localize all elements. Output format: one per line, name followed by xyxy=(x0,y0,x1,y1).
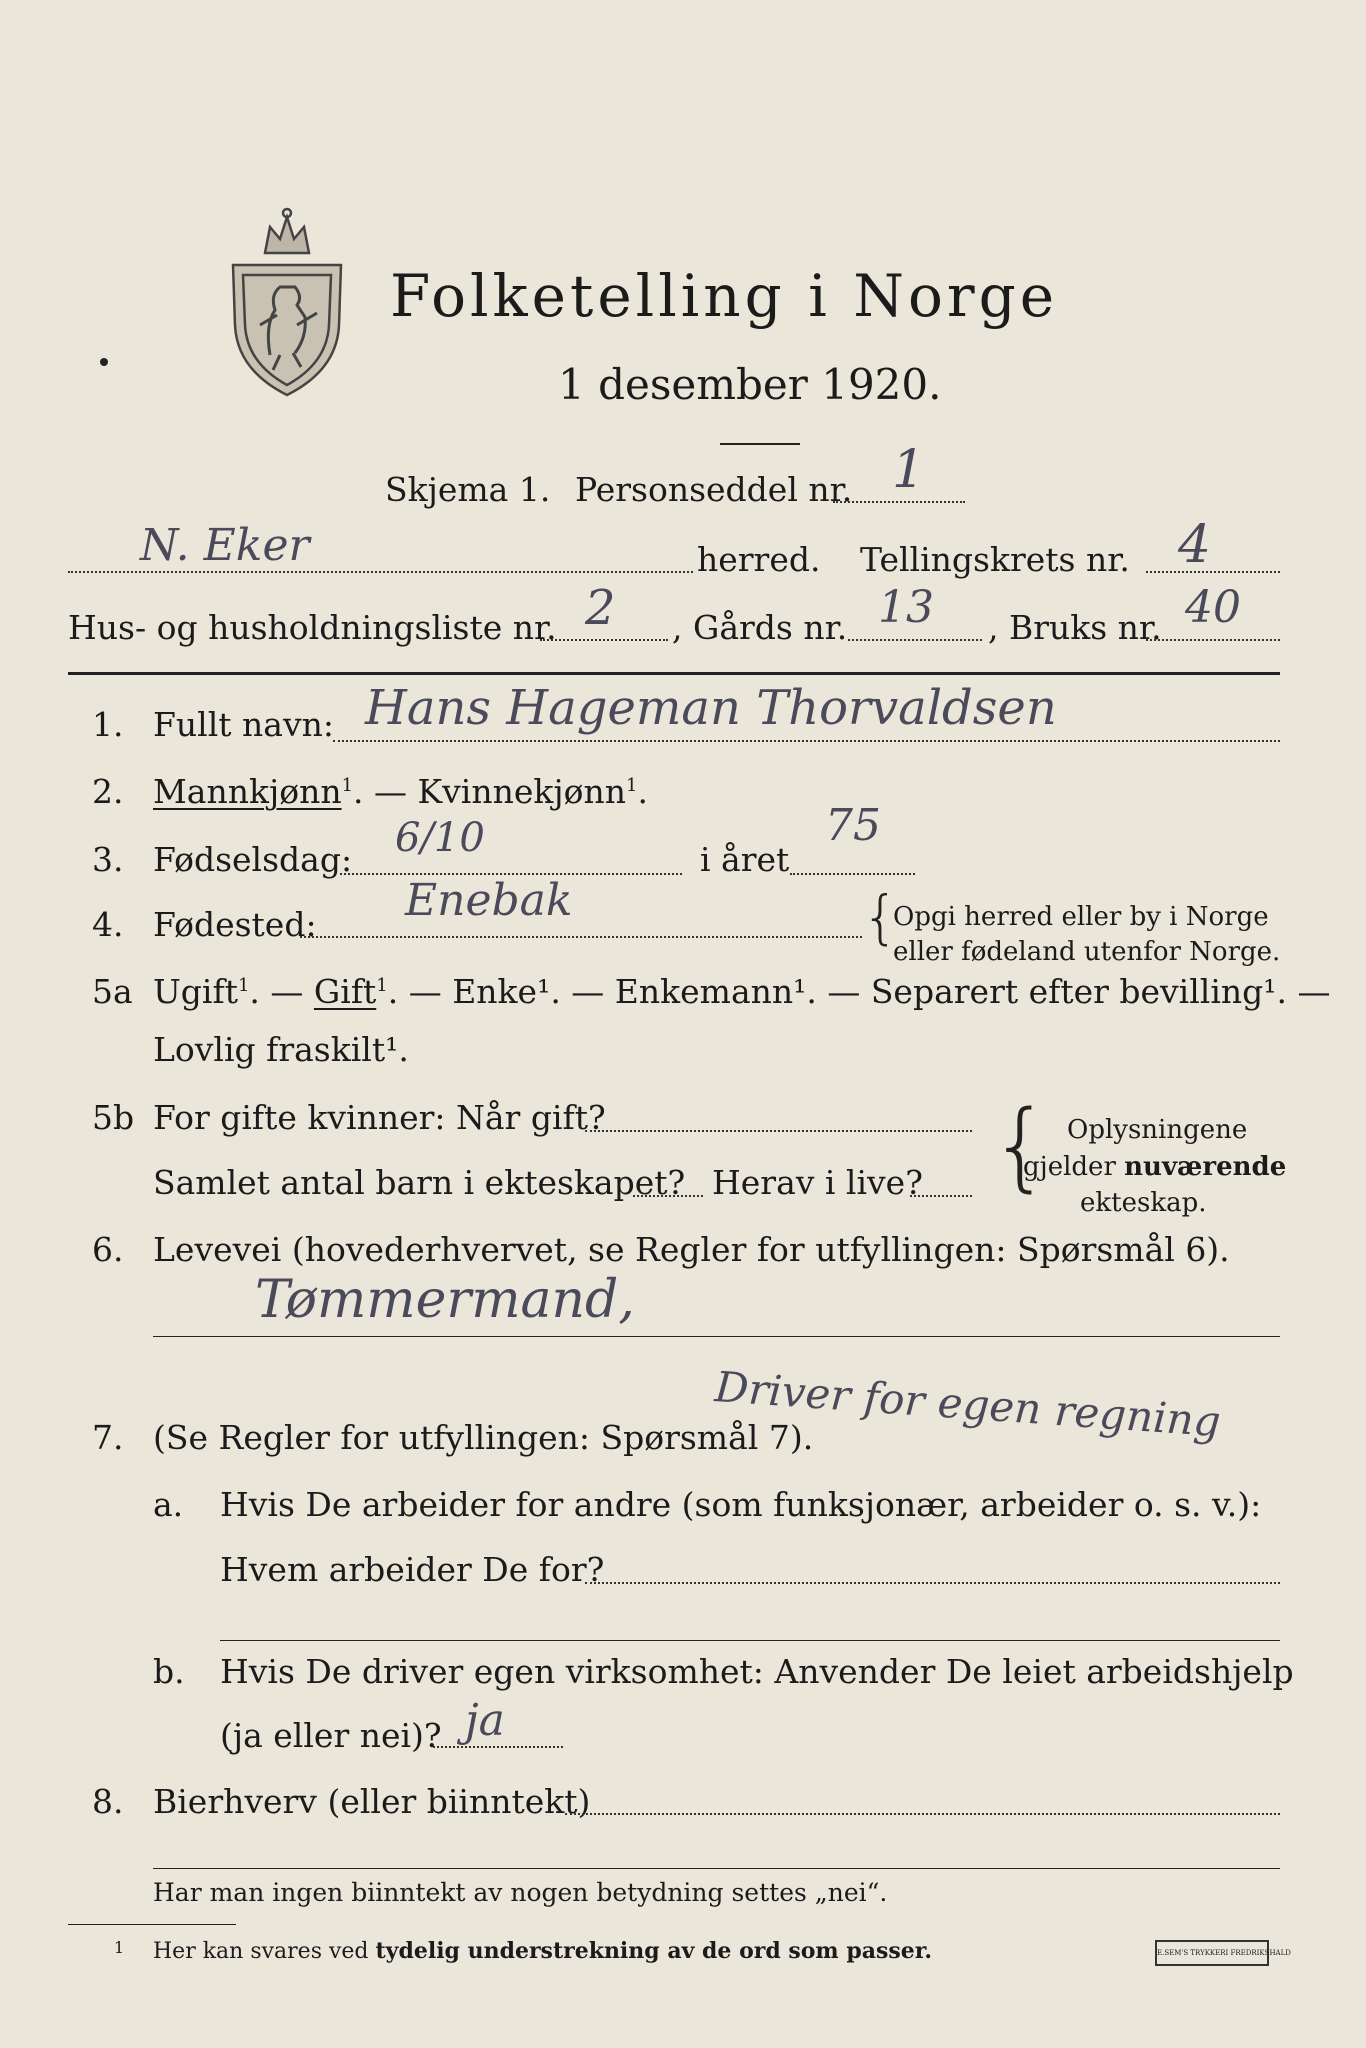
bruks-label: , Bruks nr. xyxy=(988,608,1162,647)
q5a-number: 5a xyxy=(92,972,133,1011)
birth-year-value: 75 xyxy=(825,800,881,851)
personseddel-field[interactable] xyxy=(833,501,965,503)
hired-help-field[interactable] xyxy=(433,1746,563,1748)
birth-year-label: i året xyxy=(700,840,790,879)
occupation-field[interactable] xyxy=(153,1336,1280,1337)
personseddel-value: 1 xyxy=(892,440,926,500)
q7-label: (Se Regler for utfyllingen: Spørsmål 7). xyxy=(153,1418,814,1457)
children-alive-field[interactable] xyxy=(910,1195,972,1197)
marital-ugift-option[interactable]: Ugift xyxy=(153,972,238,1011)
q6-number: 6. xyxy=(92,1230,124,1269)
bruks-value: 40 xyxy=(1185,582,1241,633)
census-date: 1 desember 1920. xyxy=(558,360,942,409)
q2-number: 2. xyxy=(92,772,124,811)
occupation-value-line2: Driver for egen regning xyxy=(713,1362,1223,1447)
footnote-mark: 1 xyxy=(114,1938,125,1957)
children-total-label: Samlet antal barn i ekteskapet? xyxy=(153,1163,686,1202)
footnote-rule xyxy=(68,1924,236,1925)
title-divider xyxy=(720,443,800,445)
herred-label: herred. xyxy=(697,540,821,579)
children-alive-label: Herav i live? xyxy=(712,1163,923,1202)
margin-dot xyxy=(100,358,108,366)
marriage-note-line3: ekteskap. xyxy=(1080,1188,1207,1218)
marital-fraskilt-option[interactable]: Lovlig fraskilt¹. xyxy=(153,1030,409,1069)
gender-male-option[interactable]: Mannkjønn xyxy=(153,772,342,811)
personseddel-label: Personseddel nr. xyxy=(575,470,853,509)
side-income-field[interactable] xyxy=(565,1813,1280,1815)
tellingskrets-label: Tellingskrets nr. xyxy=(860,540,1130,579)
q1-number: 1. xyxy=(92,705,124,744)
marriage-note-bracket: { xyxy=(990,1090,1052,1202)
gards-value: 13 xyxy=(878,582,934,633)
full-name-field[interactable] xyxy=(333,740,1280,742)
q4-label: Fødested: xyxy=(153,905,317,944)
husliste-label: Hus- og husholdningsliste nr. xyxy=(68,608,557,647)
birthplace-note-line1: Opgi herred eller by i Norge xyxy=(893,902,1269,932)
gards-field[interactable] xyxy=(848,639,982,641)
q7-number: 7. xyxy=(92,1418,124,1457)
marital-status-options: Ugift$^1$. — Gift$^1$. — Enke¹. — Enkemann¹. — Separert efter bevilling¹. — xyxy=(153,972,1331,1011)
marital-other-options[interactable]: . — Enke¹. — Enkemann¹. — Separert efter bevilling¹. — xyxy=(387,972,1331,1011)
husliste-value: 2 xyxy=(585,580,616,636)
side-income-field-line2[interactable] xyxy=(153,1868,1280,1869)
gender-options: Mannkjønn$^1$. — Kvinnekjønn$^1$. xyxy=(153,772,648,811)
no-income-note: Har man ingen biinntekt av nogen betydning settes „nei“. xyxy=(153,1878,888,1907)
tellingskrets-value: 4 xyxy=(1178,515,1212,575)
q3-label: Fødselsdag: xyxy=(153,840,353,879)
employer-label: Hvem arbeider De for? xyxy=(220,1550,605,1589)
q5b-number: 5b xyxy=(92,1098,135,1137)
hired-help-label: (ja eller nei)? xyxy=(220,1716,442,1755)
q8-label: Bierhverv (eller biinntekt) xyxy=(153,1782,591,1821)
coat-of-arms-emblem xyxy=(225,205,350,400)
header-rule xyxy=(68,672,1280,675)
q1-label: Fullt navn: xyxy=(153,705,334,744)
gards-label: , Gårds nr. xyxy=(672,608,848,647)
form-title: Folketelling i Norge xyxy=(390,262,1059,330)
occupation-value: Tømmermand, xyxy=(255,1270,635,1330)
birthplace-field[interactable] xyxy=(300,936,862,938)
q6-label: Levevei (hovederhvervet, se Regler for utfyllingen: Spørsmål 6). xyxy=(153,1230,1230,1269)
footnote-text: Her kan svares ved tydelig understrekning av de ord som passer. xyxy=(153,1938,933,1964)
q8-number: 8. xyxy=(92,1782,124,1821)
herred-value: N. Eker xyxy=(140,520,310,571)
herred-field[interactable] xyxy=(68,571,693,573)
q4-number: 4. xyxy=(92,905,124,944)
birth-year-field[interactable] xyxy=(790,873,915,875)
tellingskrets-field[interactable] xyxy=(1146,571,1280,573)
q7a-letter: a. xyxy=(153,1485,184,1524)
employer-field[interactable] xyxy=(585,1582,1280,1584)
hired-help-value: ja xyxy=(465,1695,505,1746)
birthplace-value: Enebak xyxy=(405,875,573,926)
q7a-label: Hvis De arbeider for andre (som funksjonær, arbeider o. s. v.): xyxy=(220,1485,1262,1524)
husliste-field[interactable] xyxy=(540,639,668,641)
q5b-label: For gifte kvinner: Når gift? xyxy=(153,1098,606,1137)
bruks-field[interactable] xyxy=(1146,639,1280,641)
marriage-note-line2: gjelder nuværende xyxy=(1023,1152,1287,1182)
employer-field-line2[interactable] xyxy=(220,1640,1280,1641)
q3-number: 3. xyxy=(92,840,124,879)
printer-stamp: E.SEM'S TRYKKERI FREDRIKSHALD xyxy=(1155,1940,1269,1966)
birthplace-note-bracket: { xyxy=(862,883,899,951)
full-name-value: Hans Hageman Thorvaldsen xyxy=(365,680,1057,736)
q7b-letter: b. xyxy=(153,1652,185,1691)
schema-label: Skjema 1. xyxy=(385,470,551,509)
children-total-field[interactable] xyxy=(633,1195,703,1197)
marital-gift-option[interactable]: Gift xyxy=(313,972,377,1011)
marriage-date-field[interactable] xyxy=(585,1130,972,1132)
birthday-value: 6/10 xyxy=(395,815,485,861)
marriage-note-line1: Oplysningene xyxy=(1067,1115,1248,1145)
q7b-label: Hvis De driver egen virksomhet: Anvender De leiet arbeidshjelp xyxy=(220,1652,1294,1691)
gender-female-option[interactable]: Kvinnekjønn xyxy=(417,772,627,811)
birthplace-note-line2: eller fødeland utenfor Norge. xyxy=(893,937,1281,967)
